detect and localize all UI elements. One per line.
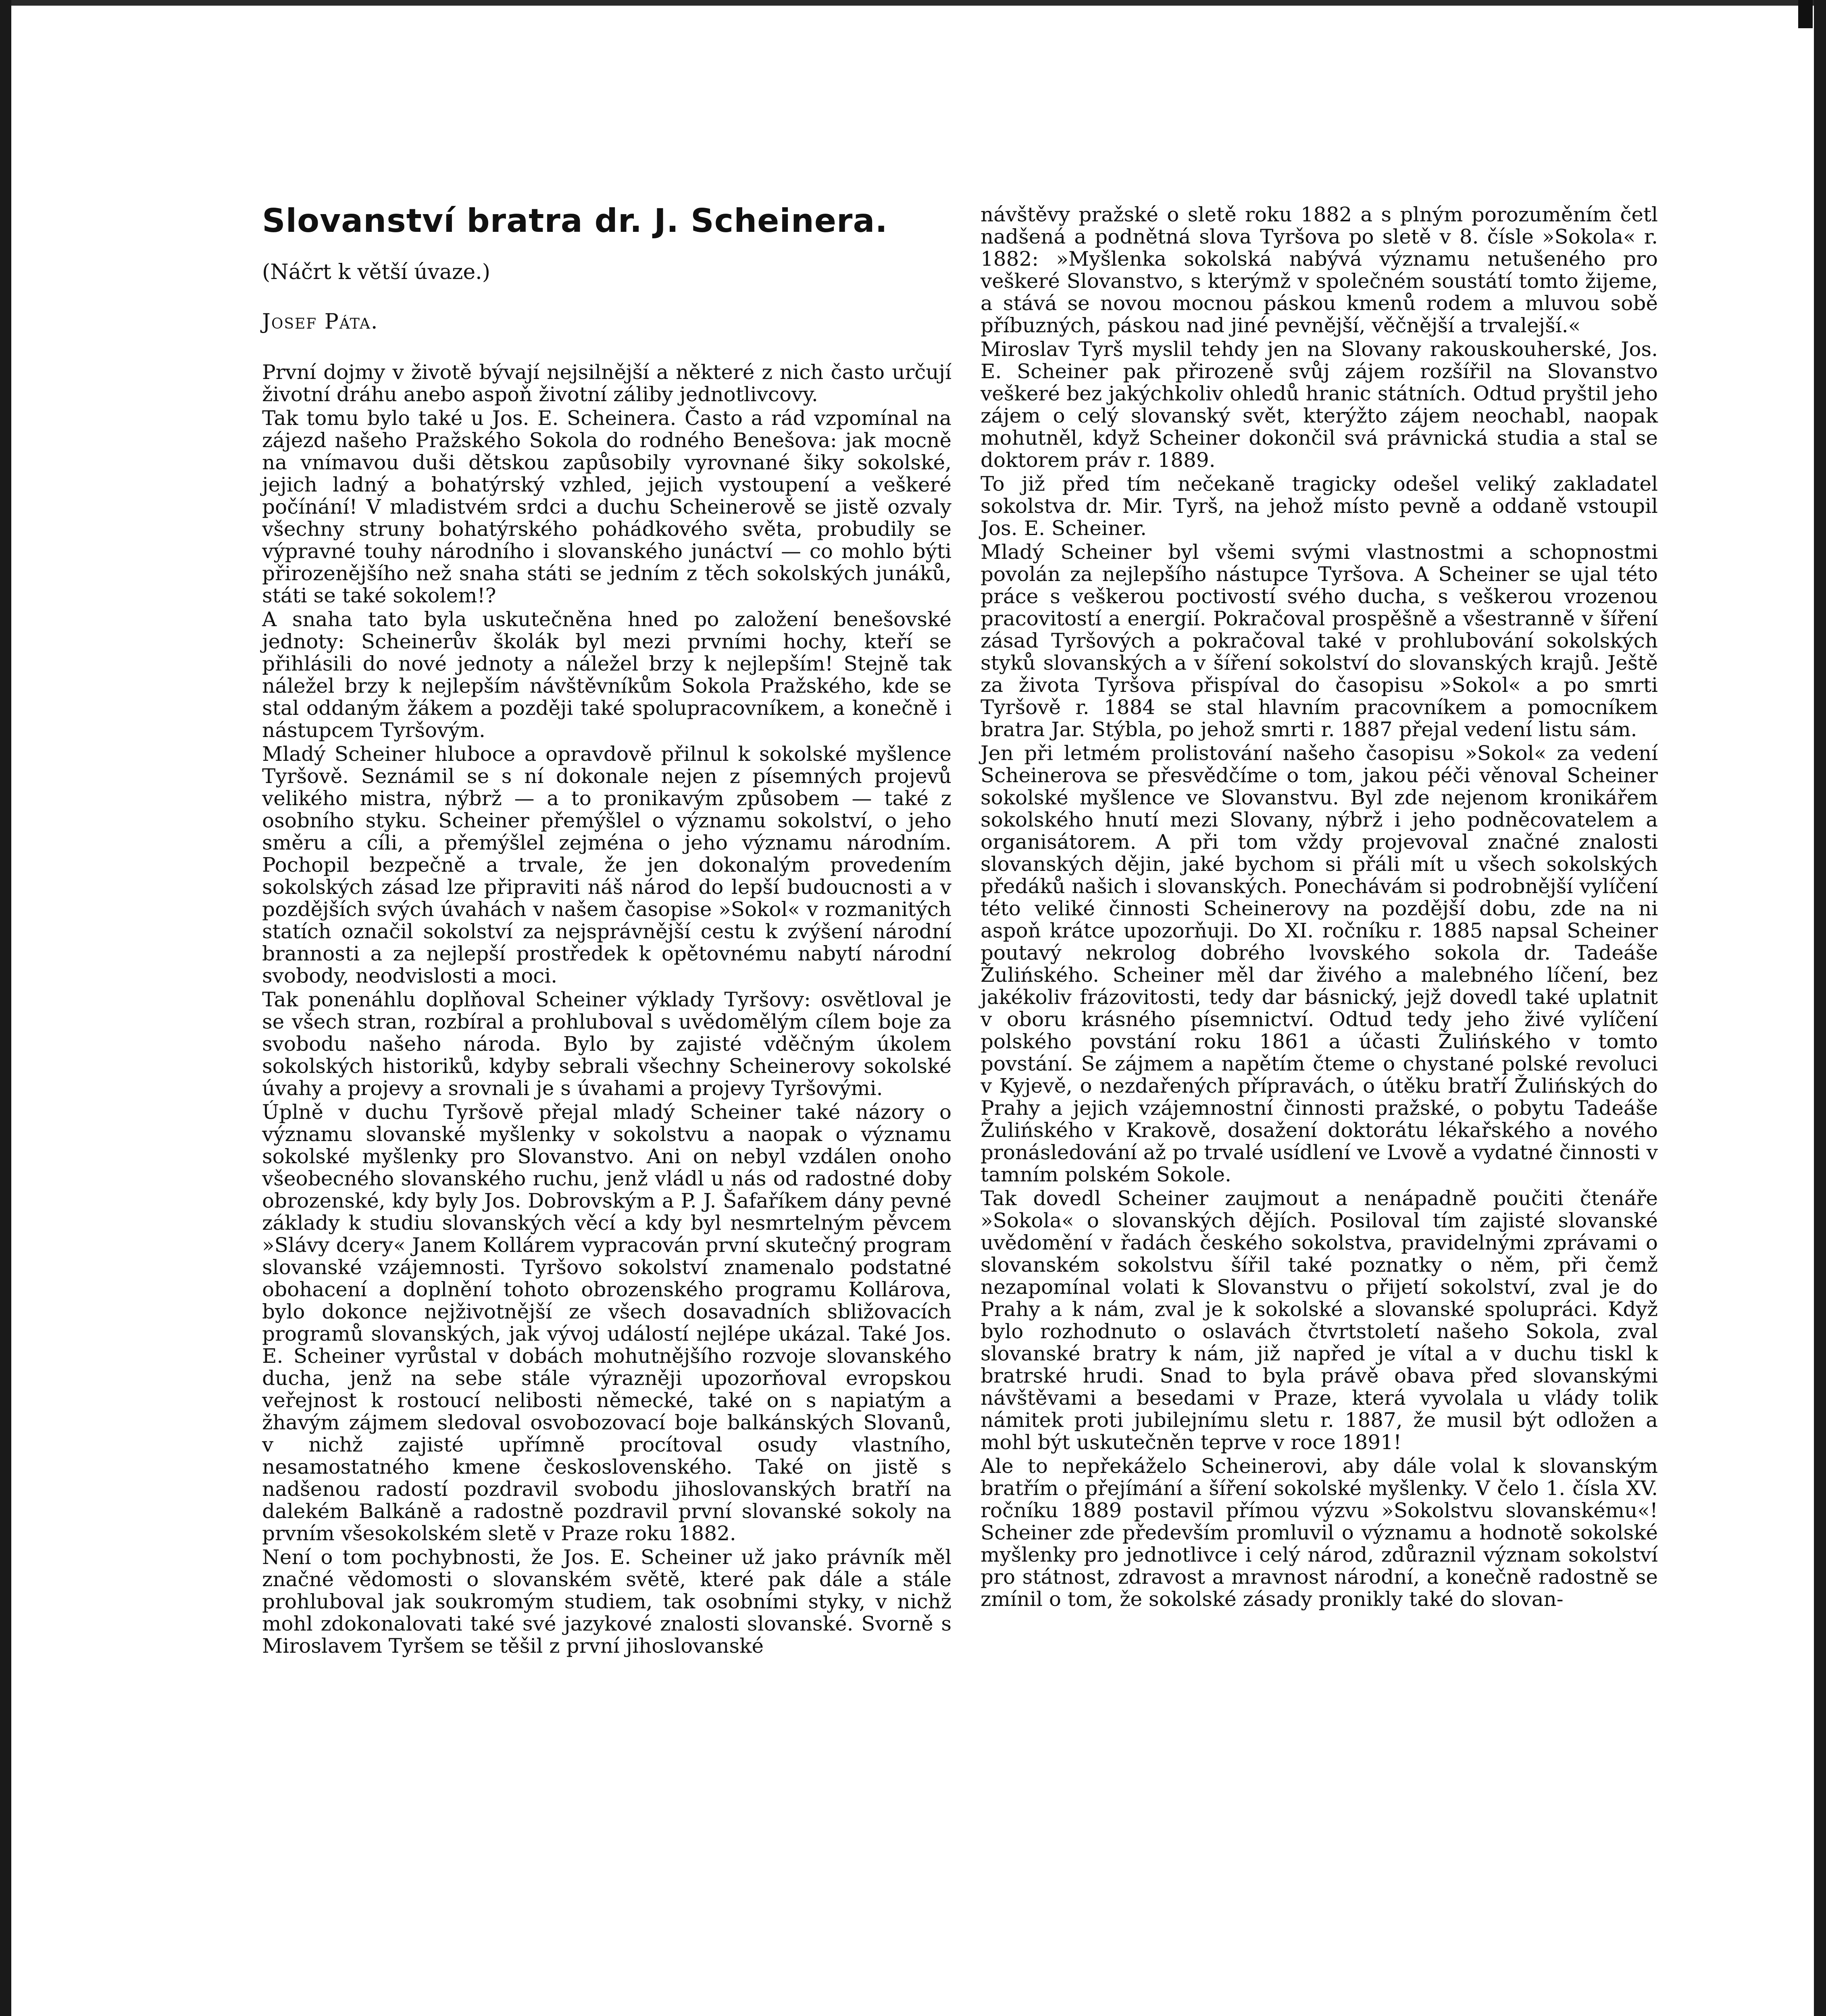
- paragraph: A snaha tato byla uskutečněna hned po založení benešovské jednoty: Scheinerův školák byl mezi prvními hochy, kteří se přihlásili do nové jednoty a náležel brzy k nejlepším! Stejně tak náležel brzy k nejlepším návštěvníkům Sokola Pražského, kde se stal oddaným žákem a později také spolupracovníkem, a konečně i nástupcem Tyršovým.: [262, 608, 952, 742]
- scan-edge-top: [0, 0, 1826, 6]
- article-author: Josef Páta.: [262, 310, 379, 334]
- paragraph: Není o tom pochybnosti, že Jos. E. Scheiner už jako právník měl značné vědomosti o slovanském světě, které pak dále a stále prohluboval jak soukromým studiem, tak osobními styky, v nichž mohl zdokonalovati také své jazykové znalosti slovanské. Svorně s Miroslavem Tyršem se těšil z první jihoslovanské: [262, 1545, 952, 1658]
- scan-edge-left: [0, 0, 11, 2016]
- paragraph: Mladý Scheiner hluboce a opravdově přilnul k sokolské myšlence Tyršově. Seznámil se s ní dokonale nejen z písemných projevů velikého mistra, nýbrž — a to pronikavým způsobem — také z osobního styku. Scheiner přemýšlel o významu sokolství, o jeho směru a cíli, a přemýšlel zejména o jeho významu národním. Pochopil bezpečně a trvale, že jen dokonalým provedením sokolských zásad lze připraviti náš národ do lepší budoucnosti a v pozdějších svých úvahách v našem časopise »Sokol« v rozmanitých statích označil sokolství za nejsprávnější cestu k zvýšení národní brannosti a za nejlepší prostředek k opětovnému nabytí národní svobody, neodvislosti a moci.: [262, 742, 952, 987]
- article-title: Slovanství bratra dr. J. Scheinera.: [262, 202, 888, 240]
- paragraph: Tak ponenáhlu doplňoval Scheiner výklady Tyršovy: osvětloval je se všech stran, rozbíral a prohluboval s uvědomělým cílem boje za svobodu našeho národa. Bylo by zajisté vděčným úkolem sokolských historiků, kdyby sebrali všechny Scheinerovy sokolské úvahy a projevy a srovnali je s úvahami a projevy Tyršovými.: [262, 988, 952, 1100]
- paragraph: Mladý Scheiner byl všemi svými vlastnostmi a schopnostmi povolán za nejlepšího nástupce Tyršova. A Scheiner se ujal této práce s veškerou poctivostí svého ducha, s veškerou vrozenou pracovitostí a energií. Pokračoval prospěšně a všestranně v šíření zásad Tyršových a pokračoval také v prohlubování sokolských styků slovanských a v šíření sokolství do slovanských krajů. Ještě za života Tyršova přispíval do časopisu »Sokol« a po smrti Tyršově r. 1884 se stal hlavním pracovníkem a pomocníkem bratra Jar. Stýbla, po jehož smrti r. 1887 přejal vedení listu sám.: [981, 540, 1658, 741]
- paragraph: Ale to nepřekáželo Scheinerovi, aby dále volal k slovanským bratřím o přejímání a šíření sokolské myšlenky. V čelo 1. čísla XV. ročníku 1889 postavil přímou výzvu »Sokolstvu slovanskému«! Scheiner zde především promluvil o významu a hodnotě sokolské myšlenky pro jednotlivce i celý národ, zdůraznil význam sokolství pro státnost, zdravost a mravnost národní, a konečně radostně se zmínil o tom, že sokolské zásady pronikly také do slovan-: [981, 1454, 1658, 1611]
- paragraph: To již před tím nečekaně tragicky odešel veliký zakladatel sokolstva dr. Mir. Tyrš, na jehož místo pevně a oddaně vstoupil Jos. E. Scheiner.: [981, 472, 1658, 540]
- right-column: [981, 204, 1658, 1612]
- paragraph: Tak tomu bylo také u Jos. E. Scheinera. Často a rád vzpomínal na zájezd našeho Pražského Sokola do rodného Benešova: jak mocně na vnímavou duši dětskou zapůsobily vyrovnané šiky sokolské, jejich ladný a bohatýrský vzhled, jejich vystoupení a veškeré počínání! V mladistvém srdci a duchu Scheinerově se jistě ozvaly všechny struny bohatýrského pohádkového světa, probudily se výpravné touhy národního i slovanského junáctví — co mohlo býti přirozenějšího než snaha státi se jedním z těch sokolských junáků, státi se také sokolem!?: [262, 406, 952, 607]
- paragraph: Úplně v duchu Tyršově přejal mladý Scheiner také názory o významu slovanské myšlenky v sokolstvu a naopak o významu sokolské myšlenky pro Slovanstvo. Ani on nebyl vzdálen onoho všeobecného slovanského ruchu, jenž vládl u nás od radostné doby obrozenské, kdy byly Jos. Dobrovským a P. J. Šafaříkem dány pevné základy k studiu slovanských věcí a kdy byl nesmrtelným pěvcem »Slávy dcery« Janem Kollárem vypracován první skutečný program slovanské vzájemnosti. Tyršovo sokolství znamenalo podstatné obohacení a doplnění tohoto obrozenského programu Kollárova, bylo dokonce nejživotnější ze všech dosavadních sbližovacích programů slovanských, jak vývoj událostí nejlépe ukázal. Také Jos. E. Scheiner vyrůstal v dobách mohutnějšího rozvoje slovanského ducha, jenž na sebe stále výrazněji upozorňoval evropskou veřejnost k rostoucí nelibosti německé, také on s napiatým a žhavým zájmem sledoval osvobozovací boje balkánských Slovanů, v nichž zajisté upřímně procítoval osudy vlastního, nesamostatného kmene československého. Také on jistě s nadšenou radostí pozdravil svobodu jihoslovanských bratří na dalekém Balkáně a radostně pozdravil první slovanské sokoly na prvním všesokolském sletě v Praze roku 1882.: [262, 1100, 952, 1545]
- paragraph: Tak dovedl Scheiner zaujmout a nenápadně poučiti čtenáře »Sokola« o slovanských dějích. Posiloval tím zajisté slovanské uvědomění v řadách českého sokolstva, pravidelnými zprávami o slovanském sokolstvu šířil také poznatky o něm, při čemž nezapomínal volati k Slovanstvu o přijetí sokolství, zval je do Prahy a k nám, zval je k sokolské a slovanské spolupráci. Když bylo rozhodnuto o oslavách čtvrtstoletí našeho Sokola, zval slovanské bratry k nám, již napřed je vítal a v duchu tiskl k bratrské hrudi. Snad to byla právě obava před slovanskými návštěvami a besedami v Praze, která vyvolala u vlády tolik námitek proti jubilejnímu sletu r. 1887, že musil být odložen a mohl být uskutečněn teprve v roce 1891!: [981, 1187, 1658, 1454]
- paragraph: Miroslav Tyrš myslil tehdy jen na Slovany rakouskouherské, Jos. E. Scheiner pak přirozeně svůj zájem rozšířil na Slovanstvo veškeré bez jakýchkoliv ohledů hranic státních. Odtud pryštil jeho zájem o celý slovanský svět, kterýžto zájem neochabl, naopak mohutněl, když Scheiner dokončil svá právnická studia a stal se doktorem práv r. 1889.: [981, 337, 1658, 472]
- left-column: [262, 190, 952, 1659]
- scan-mark: [1798, 0, 1813, 28]
- paragraph: návštěvy pražské o sletě roku 1882 a s plným porozuměním četl nadšená a podnětná slova Tyršova po sletě v 8. čísle »Sokola« r. 1882: »Myšlenka sokolská nabývá významu netušeného pro veškeré Slovanstvo, s kterýmž v společném soustátí tomto žijeme, a stává se novou mocnou páskou kmenů rodem a mluvou sobě příbuzných, páskou nad jiné pevnější, věčnější a trvalejší.«: [981, 203, 1658, 337]
- paragraph: První dojmy v životě bývají nejsilnější a některé z nich často určují životní dráhu anebo aspoň životní záliby jednotlivcovy.: [262, 360, 952, 406]
- article-subtitle: (Náčrt k větší úvaze.): [262, 260, 490, 284]
- scan-edge-right: [1814, 0, 1826, 2016]
- paragraph: Jen při letmém prolistování našeho časopisu »Sokol« za vedení Scheinerova se přesvědčíme o tom, jakou péči věnoval Scheiner sokolské myšlence ve Slovanstvu. Byl zde nejenom kronikářem sokolského hnutí mezi Slovany, nýbrž i jeho podněcovatelem a organisátorem. A při tom vždy projevoval značné znalosti slovanských dějin, jaké bychom si přáli mít u všech sokolských předáků našich i slovanských. Ponechávám si podrobnější vylíčení této veliké činnosti Scheinerovy na pozdější dobu, zde na ni aspoň krátce upozorňuji. Do XI. ročníku r. 1885 napsal Scheiner poutavý nekrolog dobrého lvovského sokola dr. Tadeáše Žulińského. Scheiner měl dar živého a malebného líčení, bez jakékoliv frázovitosti, tedy dar básnický, jejž dovedl také uplatnit v oboru krásného písemnictví. Odtud tedy jeho živé vylíčení polského povstání roku 1861 a účasti Žulińského v tomto povstání. Se zájmem a napětím čteme o chystané polské revoluci v Kyjevě, o nezdařených přípravách, o útěku bratří Žulińských do Prahy a jejich vzájemnostní činnosti pražské, o pobytu Tadeáše Žulińského v Krakově, dosažení doktorátu lékařského a nového pronásledování až po trvalé usídlení ve Lvově a vydatné činnosti v tamním polském Sokole.: [981, 741, 1658, 1186]
